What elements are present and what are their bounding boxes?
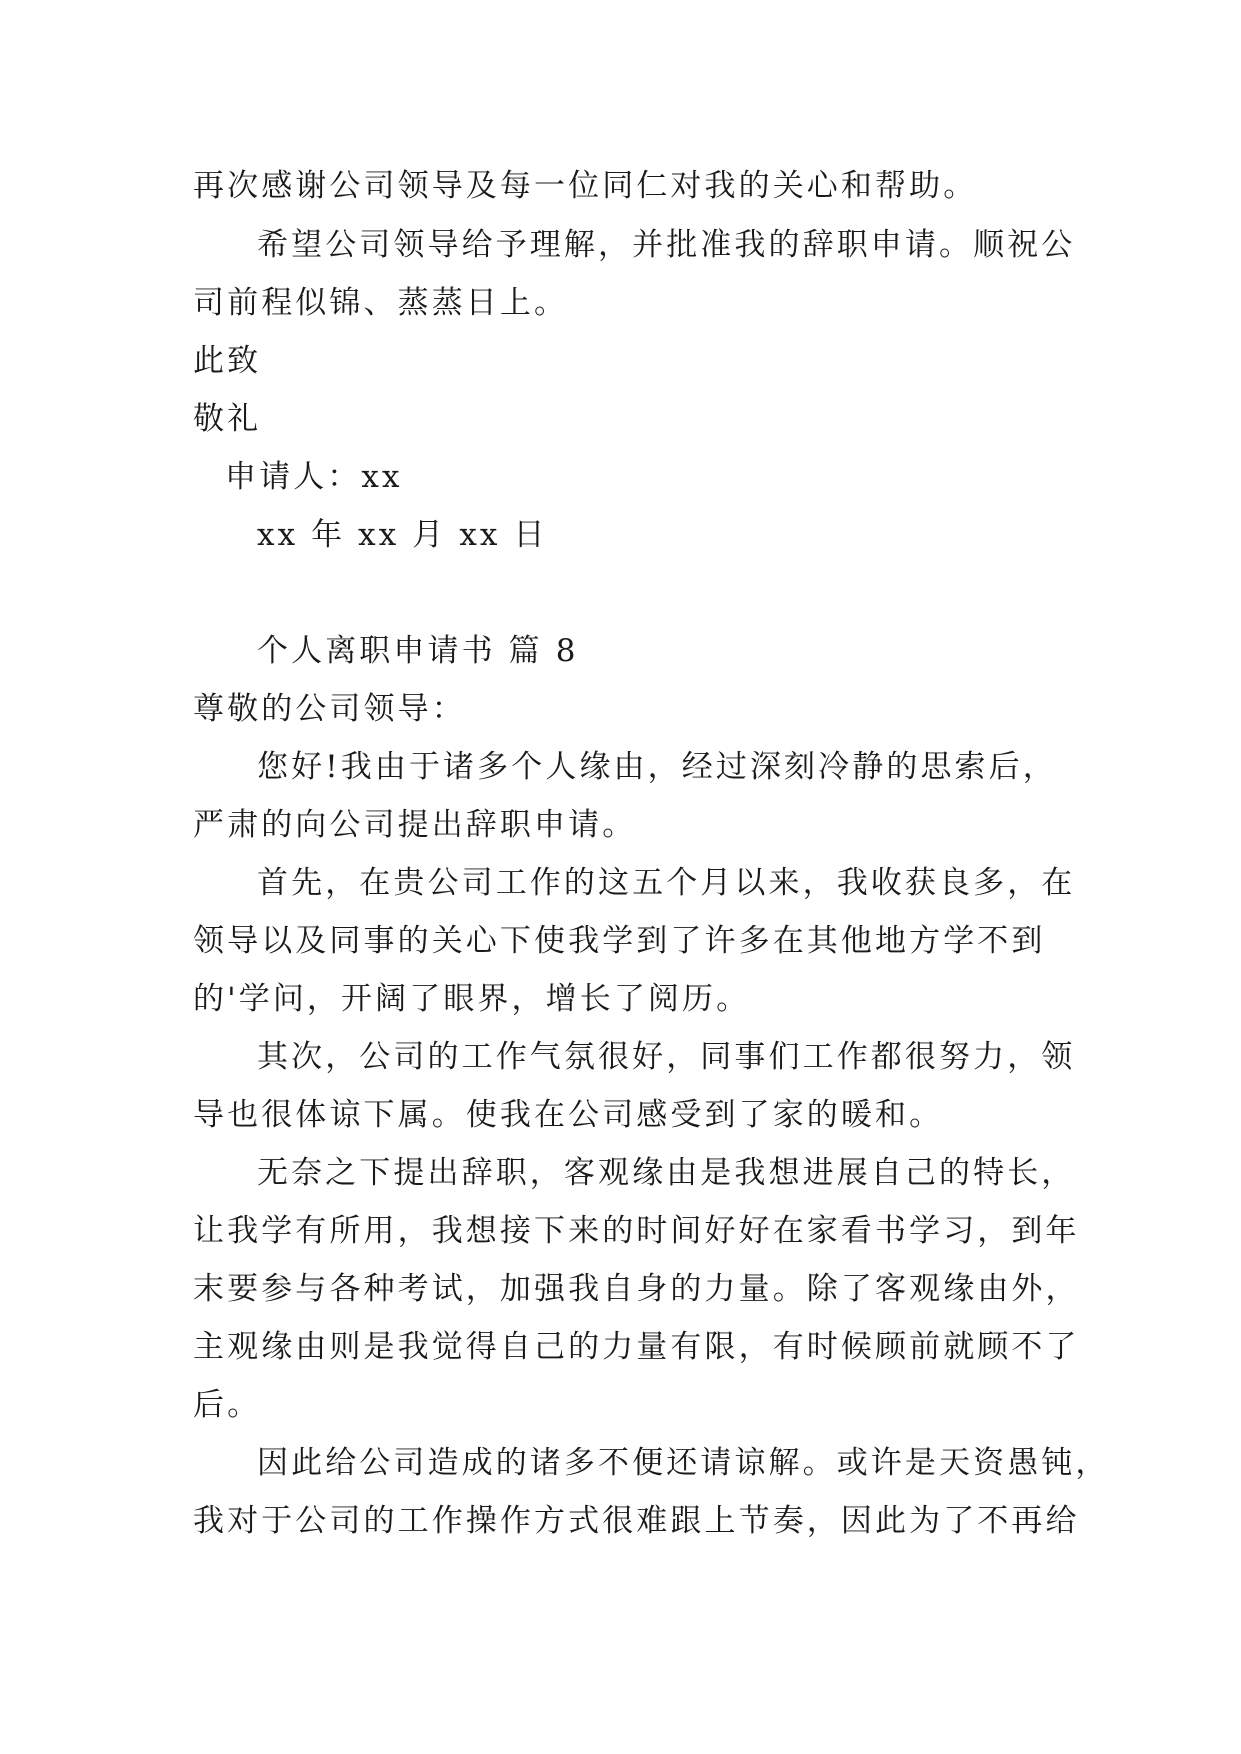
paragraph-line: 领导以及同事的关心下使我学到了许多在其他地方学不到 (193, 923, 1046, 959)
salutation-line: 尊敬的公司领导： (193, 691, 466, 727)
paragraph-line: 其次，公司的工作气氛很好，同事们工作都很努力，领 (257, 1039, 1076, 1075)
paragraph-line: 的'学问，开阔了眼界，增长了阅历。 (193, 981, 751, 1017)
closing-line: 此致 (193, 343, 262, 379)
section-heading: 个人离职申请书 篇 8 (257, 633, 579, 669)
paragraph-line: 无奈之下提出辞职，客观缘由是我想进展自己的特长， (257, 1155, 1076, 1191)
applicant-line: 申请人：xx (225, 459, 403, 495)
paragraph-line: 主观缘由则是我觉得自己的力量有限，有时候顾前就顾不了 (193, 1329, 1080, 1365)
paragraph-line: 让我学有所用，我想接下来的时间好好在家看书学习，到年 (193, 1213, 1080, 1249)
paragraph-line: 您好!我由于诸多个人缘由，经过深刻冷静的思索后， (257, 749, 1057, 785)
paragraph-line: 因此给公司造成的诸多不便还请谅解。或许是天资愚钝， (257, 1445, 1110, 1481)
paragraph-line: 后。 (193, 1387, 262, 1423)
paragraph-line: 希望公司领导给予理解，并批准我的辞职申请。顺祝公 (257, 227, 1076, 263)
paragraph-line: 首先，在贵公司工作的这五个月以来，我收获良多，在 (257, 865, 1076, 901)
paragraph-line: 我对于公司的工作操作方式很难跟上节奏，因此为了不再给 (193, 1503, 1080, 1539)
date-line: xx 年 xx 月 xx 日 (257, 517, 548, 553)
paragraph-line: 司前程似锦、蒸蒸日上。 (193, 285, 569, 321)
paragraph-line: 末要参与各种考试，加强我自身的力量。除了客观缘由外， (193, 1271, 1080, 1307)
paragraph-line: 严肃的向公司提出辞职申请。 (193, 807, 637, 843)
closing-line: 敬礼 (193, 401, 262, 437)
paragraph-line: 导也很体谅下属。使我在公司感受到了家的暖和。 (193, 1097, 944, 1133)
paragraph-line: 再次感谢公司领导及每一位同仁对我的关心和帮助。 (193, 168, 978, 204)
